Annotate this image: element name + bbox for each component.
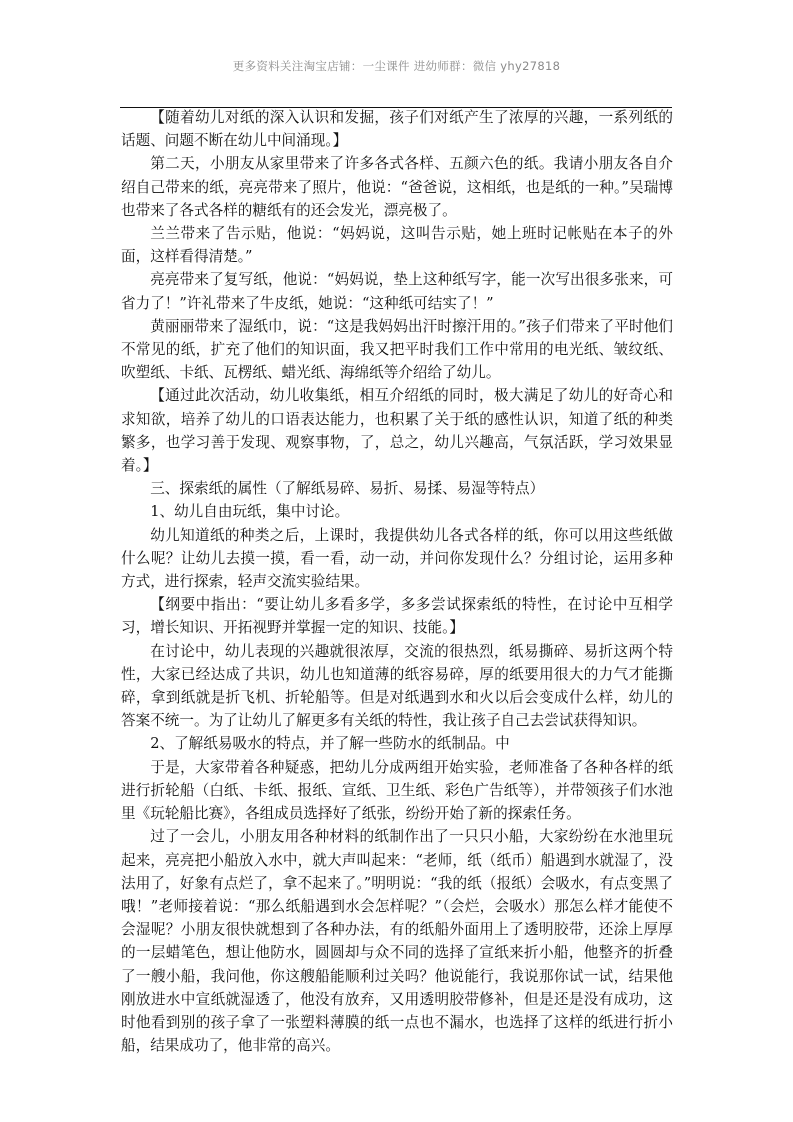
paragraph: 兰兰带来了告示贴，他说：“妈妈说，这叫告示贴，她上班时记帐贴在本子的外面，这样看得清楚。” xyxy=(121,225,673,266)
section-heading: 三、探索纸的属性（了解纸易碎、易折、易揉、易湿等特点） xyxy=(150,480,545,498)
paragraph: 亮亮带来了复写纸，他说：“妈妈说，垫上这种纸写字，能一次写出很多张来，可省力了！”许礼带来了牛皮纸，她说：“这种纸可结实了！” xyxy=(121,271,673,312)
paragraph: 在讨论中，幼儿表现的兴趣就很浓厚，交流的很热烈，纸易撕碎、易折这两个特性，大家已经达成了共识，幼儿也知道薄的纸容易碎，厚的纸要用很大的力气才能撕碎，拿到纸就是折飞机、折轮船等。但是对纸遇到水和火以后会变成什么样，幼儿的答案不统一。为了让幼儿了解更多有关纸的特性，我让孩子自己去尝试获得知识。 xyxy=(121,642,673,730)
paragraph: 【通过此次活动，幼儿收集纸，相互介绍纸的同时，极大满足了幼儿的好奇心和求知欲，培养了幼儿的口语表达能力，也积累了关于纸的感性认识，知道了纸的种类繁多，也学习善于发现、观察事物，了，总之，幼儿兴趣高，气氛活跃，学习效果显着。】 xyxy=(121,387,673,475)
paragraph: 过了一会儿，小朋友用各种材料的纸制作出了一只只小船，大家纷纷在水池里玩起来，亮亮把小船放入水中，就大声叫起来：“老师，纸（纸币）船遇到水就湿了，没法用了，好象有点烂了，拿不起来了。”明明说：“我的纸（报纸）会吸水，有点变黑了哦！”老师接着说：“那么纸船遇到水会怎样呢？”（会烂，会吸水）那怎么样才能使不会湿呢？小朋友很快就想到了各种办法，有的纸船外面用上了透明胶带，还涂上厚厚的一层蜡笔色，想让他防水，圆圆却与众不同的选择了宣纸来折小船，他整齐的折叠了一艘小船，我问他，你这艘船能顺利过关吗？他说能行，我说那你试一试，结果他刚放进水中宣纸就湿透了，他没有放弃，又用透明胶带修补，但是还是没有成功，这时他看到别的孩子拿了一张塑料薄膜的纸一点也不漏水，也选择了这样的纸进行折小船，结果成功了，他非常的高兴。 xyxy=(121,828,673,1055)
document-body xyxy=(121,106,673,1057)
paragraph: 幼儿知道纸的种类之后，上课时，我提供幼儿各式各样的纸，你可以用这些纸做什么呢？让幼儿去摸一摸，看一看，动一动，并问你发现什么？分组讨论，运用多种方式，进行探索，轻声交流实验结果。 xyxy=(121,526,673,591)
paragraph: 【随着幼儿对纸的深入认识和发掘，孩子们对纸产生了浓厚的兴趣，一系列纸的话题、问题不断在幼儿中间涌现。】 xyxy=(121,109,673,150)
paragraph: 【纲要中指出：“要让幼儿多看多学，多多尝试探索纸的特性，在讨论中互相学习，增长知识、开拓视野并掌握一定的知识、技能。】 xyxy=(121,596,673,637)
page-header-text: 更多资料关注淘宝店铺：一尘课件 进幼师群：微信 yhy27818 xyxy=(232,59,561,73)
paragraph: 于是，大家带着各种疑惑，把幼儿分成两组开始实验，老师准备了各种各样的纸进行折轮船（白纸、卡纸、报纸、宣纸、卫生纸、彩色广告纸等），并带领孩子们水池里《玩轮船比赛》，各组成员选择好了纸张，纷纷开始了新的探索任务。 xyxy=(121,758,673,823)
subsection-heading: 2、了解纸易吸水的特点，并了解一些防水的纸制品。中 xyxy=(150,735,510,753)
subsection-heading: 1、幼儿自由玩纸，集中讨论。 xyxy=(150,503,350,521)
paragraph: 黄丽丽带来了湿纸巾，说：“这是我妈妈出汗时擦汗用的。”孩子们带来了平时他们不常见的纸，扩充了他们的知识面，我又把平时我们工作中常用的电光纸、皱纹纸、吹塑纸、卡纸、瓦楞纸、蜡光纸、海绵纸等介绍给了幼儿。 xyxy=(121,317,673,382)
paragraph: 第二天，小朋友从家里带来了许多各式各样、五颜六色的纸。我请小朋友各自介绍自己带来的纸，亮亮带来了照片，他说：“爸爸说，这相纸，也是纸的一种。”吴瑞博也带来了各式各样的糖纸有的还会发光，漂亮极了。 xyxy=(121,155,673,219)
